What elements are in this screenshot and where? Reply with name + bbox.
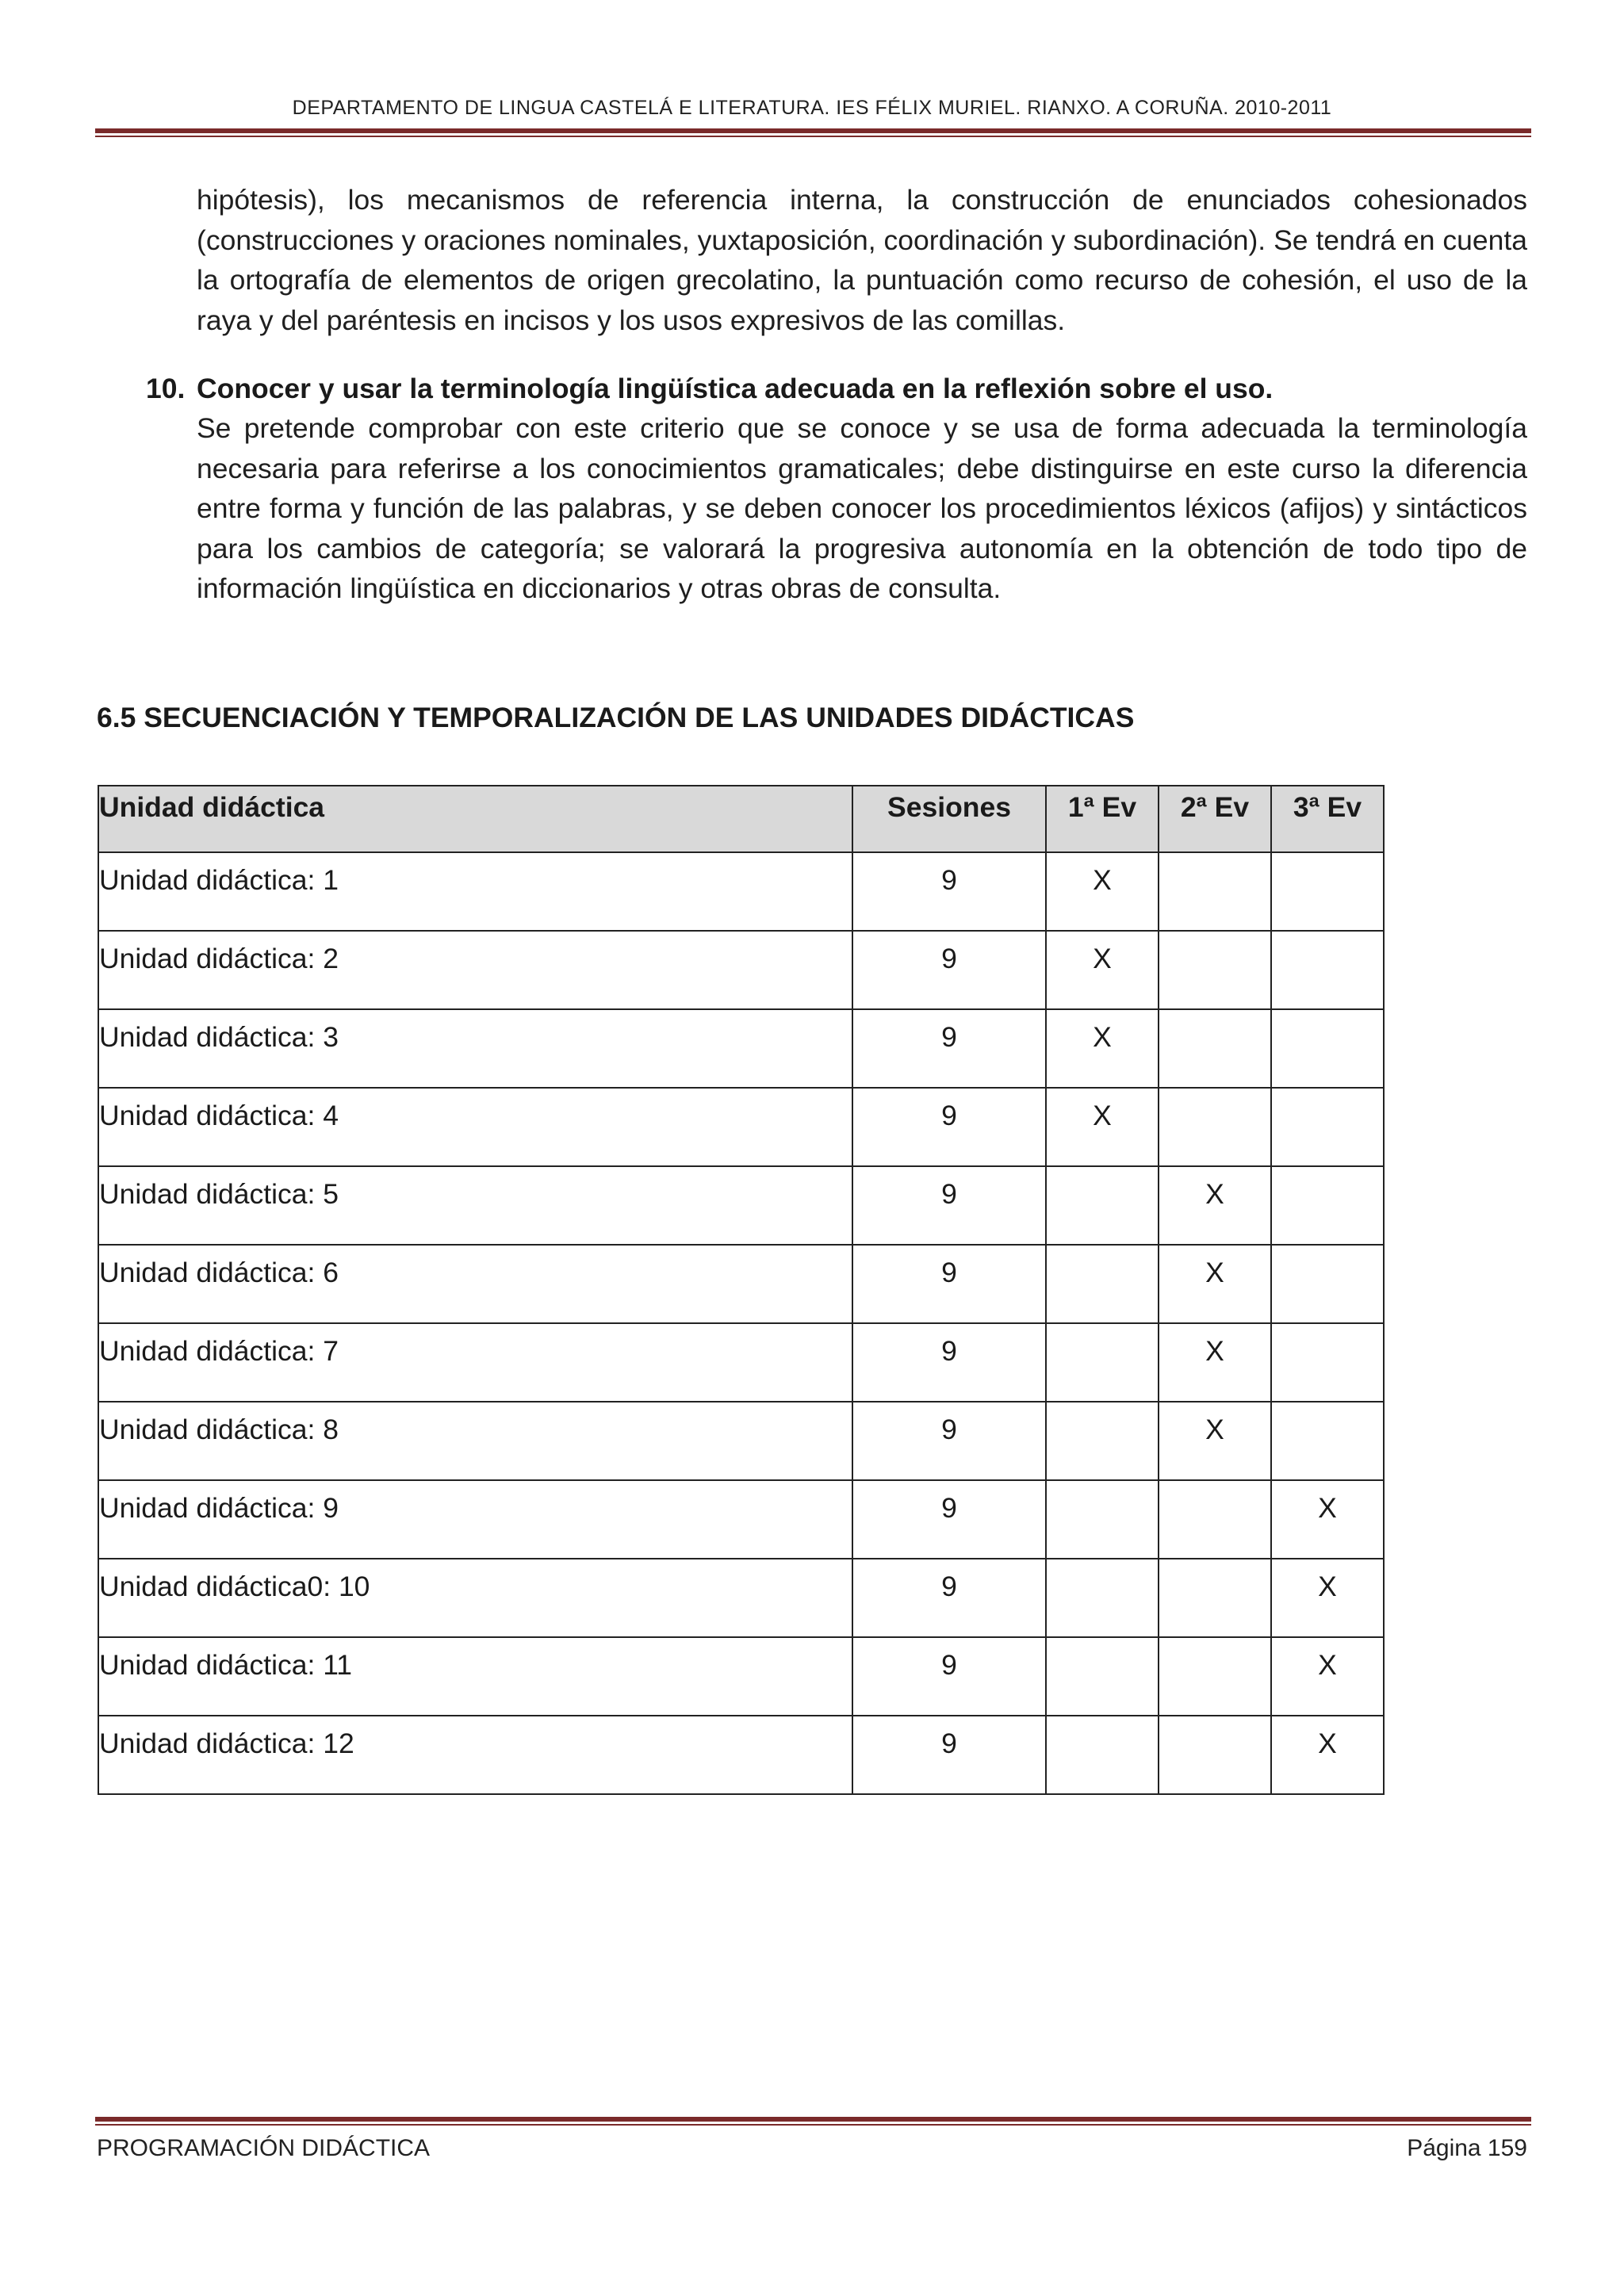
header-divider [95, 128, 1531, 137]
table-row [98, 1402, 1384, 1480]
table-row [98, 1323, 1384, 1402]
table-row [98, 931, 1384, 1009]
footer-divider [95, 2117, 1531, 2126]
header-unit: Unidad didáctica [98, 786, 852, 852]
header-ev1: 1ª Ev [1046, 786, 1159, 852]
table-row [98, 1637, 1384, 1716]
ev1-cell [1046, 1402, 1159, 1480]
sessions-cell: 9 [852, 1716, 1046, 1794]
table-header-row [98, 786, 1384, 852]
ev1-cell [1046, 1480, 1159, 1559]
table-row [98, 1009, 1384, 1088]
unit-name-cell: Unidad didáctica: 6 [98, 1245, 852, 1323]
ev1-cell: X [1046, 1088, 1159, 1166]
table-row [98, 1088, 1384, 1166]
table-row [98, 1559, 1384, 1637]
ev2-cell: X [1159, 1245, 1271, 1323]
sessions-cell: 9 [852, 1559, 1046, 1637]
sessions-cell: 9 [852, 1009, 1046, 1088]
ev1-cell [1046, 1716, 1159, 1794]
sessions-cell: 9 [852, 1480, 1046, 1559]
ev2-cell [1159, 1088, 1271, 1166]
unit-name-cell: Unidad didáctica: 3 [98, 1009, 852, 1088]
unit-name-cell: Unidad didáctica: 8 [98, 1402, 852, 1480]
table-row [98, 1166, 1384, 1245]
ev2-cell [1159, 1559, 1271, 1637]
ev2-cell [1159, 852, 1271, 931]
ev1-cell: X [1046, 1009, 1159, 1088]
unit-name-cell: Unidad didáctica: 2 [98, 931, 852, 1009]
ev1-cell [1046, 1245, 1159, 1323]
ev2-cell [1159, 1716, 1271, 1794]
unit-name-cell: Unidad didáctica: 12 [98, 1716, 852, 1794]
sessions-cell: 9 [852, 1166, 1046, 1245]
ev2-cell: X [1159, 1166, 1271, 1245]
sessions-cell: 9 [852, 1323, 1046, 1402]
ev1-cell [1046, 1166, 1159, 1245]
ev2-cell [1159, 1637, 1271, 1716]
ev3-cell [1271, 852, 1384, 931]
sessions-cell: 9 [852, 1088, 1046, 1166]
ev1-cell [1046, 1323, 1159, 1402]
ev3-cell [1271, 1088, 1384, 1166]
ev2-cell: X [1159, 1402, 1271, 1480]
ev3-cell: X [1271, 1480, 1384, 1559]
ev1-cell: X [1046, 931, 1159, 1009]
ev2-cell [1159, 1009, 1271, 1088]
sessions-cell: 9 [852, 1637, 1046, 1716]
continuation-paragraph: hipótesis), los mecanismos de referencia interna, la construcción de enunciados cohesionados (construcciones y oraciones nominales, yuxtaposición, coordinación y subordinación). Se tendrá en cuenta la ortografía de elementos de origen grecolatino, la puntuación como recurso de cohesión, el uso de la raya y del paréntesis en incisos y los usos expresivos de las comillas. [197, 184, 1527, 336]
ev2-cell [1159, 1480, 1271, 1559]
ev2-cell [1159, 931, 1271, 1009]
table-row [98, 1245, 1384, 1323]
unit-name-cell: Unidad didáctica: 11 [98, 1637, 852, 1716]
table-row [98, 1480, 1384, 1559]
ev1-cell: X [1046, 852, 1159, 931]
table-row [98, 1716, 1384, 1794]
page-number: Página 159 [1407, 2135, 1527, 2161]
criterion-number: 10. [146, 373, 186, 404]
ev3-cell [1271, 1009, 1384, 1088]
criterion-title: Conocer y usar la terminología lingüística adecuada en la reflexión sobre el uso. [197, 373, 1274, 404]
ev3-cell [1271, 1323, 1384, 1402]
criterion-paragraph: Se pretende comprobar con este criterio que se conoce y se usa de forma adecuada la terminología necesaria para referirse a los conocimientos gramaticales; debe distinguirse en este curso la diferencia entre forma y función de las palabras, y se deben conocer los procedimientos léxicos (afijos) y sintácticos para los cambios de categoría; se valorará la progresiva autonomía en la obtención de todo tipo de información lingüística en diccionarios y otras obras de consulta. [197, 412, 1527, 604]
unit-name-cell: Unidad didáctica: 7 [98, 1323, 852, 1402]
section-title: 6.5 SECUENCIACIÓN Y TEMPORALIZACIÓN DE LAS UNIDADES DIDÁCTICAS [97, 702, 1135, 733]
ev2-cell: X [1159, 1323, 1271, 1402]
sessions-cell: 9 [852, 1245, 1046, 1323]
ev3-cell: X [1271, 1637, 1384, 1716]
ev3-cell: X [1271, 1559, 1384, 1637]
header-sessions: Sesiones [852, 786, 1046, 852]
unit-name-cell: Unidad didáctica0: 10 [98, 1559, 852, 1637]
ev3-cell [1271, 931, 1384, 1009]
ev3-cell: X [1271, 1716, 1384, 1794]
unit-name-cell: Unidad didáctica: 5 [98, 1166, 852, 1245]
ev3-cell [1271, 1245, 1384, 1323]
page-header: DEPARTAMENTO DE LINGUA CASTELÁ E LITERATURA. IES FÉLIX MURIEL. RIANXO. A CORUÑA. 2010-2011 [292, 97, 1332, 119]
unit-name-cell: Unidad didáctica: 4 [98, 1088, 852, 1166]
ev3-cell [1271, 1166, 1384, 1245]
footer-title: PROGRAMACIÓN DIDÁCTICA [97, 2135, 431, 2161]
units-table [98, 785, 1385, 1795]
sessions-cell: 9 [852, 852, 1046, 931]
ev1-cell [1046, 1559, 1159, 1637]
table-row [98, 852, 1384, 931]
ev1-cell [1046, 1637, 1159, 1716]
sessions-cell: 9 [852, 931, 1046, 1009]
header-ev2: 2ª Ev [1159, 786, 1271, 852]
ev3-cell [1271, 1402, 1384, 1480]
unit-name-cell: Unidad didáctica: 1 [98, 852, 852, 931]
sessions-cell: 9 [852, 1402, 1046, 1480]
header-ev3: 3ª Ev [1271, 786, 1384, 852]
unit-name-cell: Unidad didáctica: 9 [98, 1480, 852, 1559]
